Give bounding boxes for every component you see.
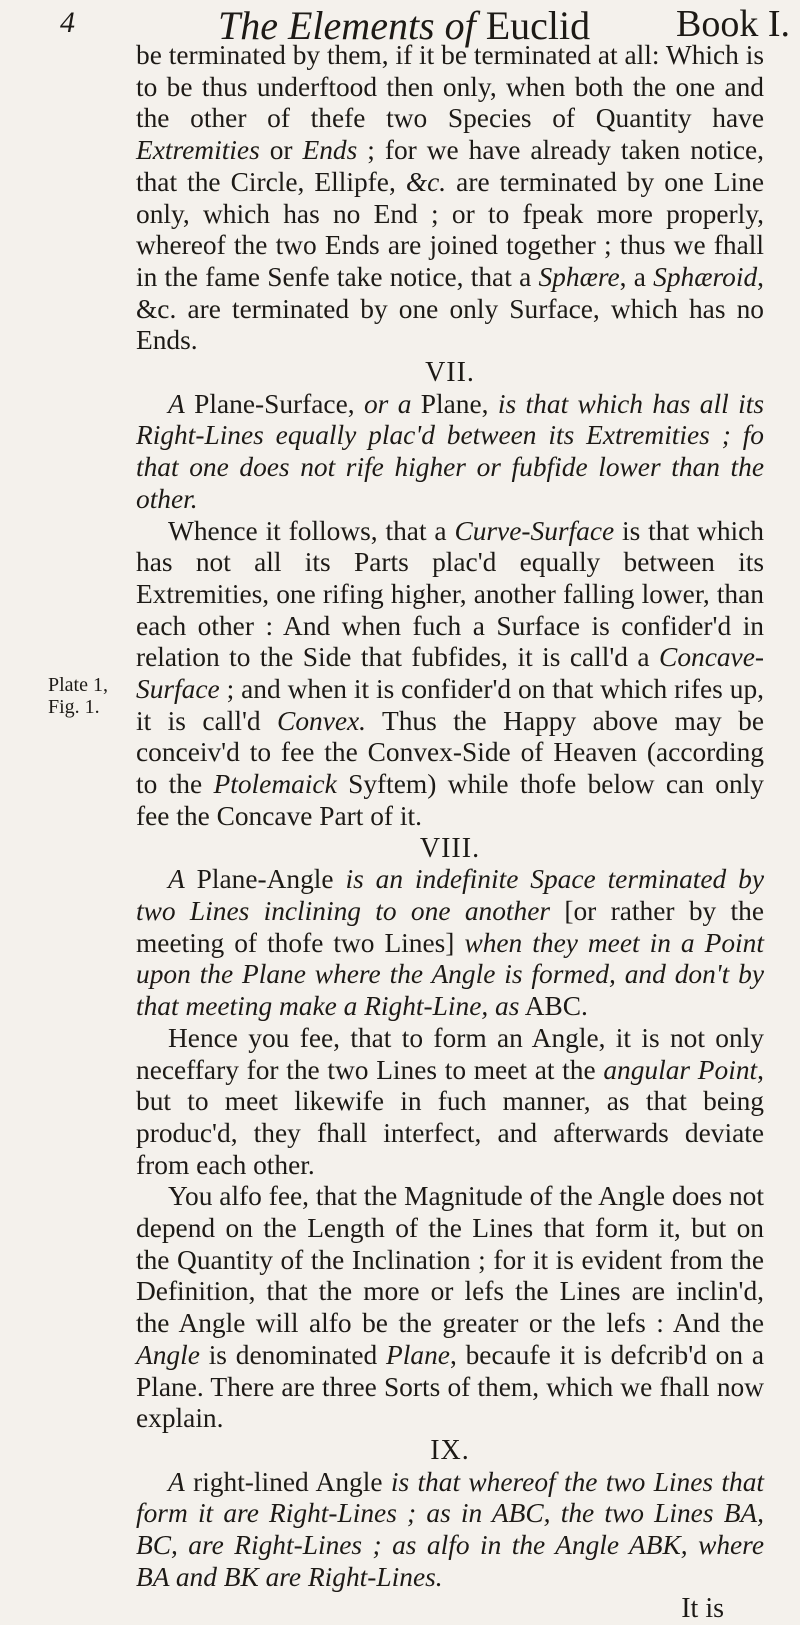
definition-vii: A Plane-Surface, or a Plane, is that which has all its Right-Lines equally plac'd between its Extremities ; fo that one does not rife higher or fubfide lower than the other.	[136, 388, 764, 514]
section-heading-vii: VII.	[425, 357, 475, 389]
catchword: It is	[681, 1593, 724, 1625]
paragraph-continuation: be terminated by them, if it be terminated at all: Which is to be thus underftood then only, when both the one and the other of thefe two Species of Quantity have Extremities or Ends ; for we have already taken notice, that the Circle, Ellipfe, &c. are terminated by one Line only, which has no End ; or to fpeak more properly, whereof the two Ends are joined together ; thus we fhall in the fame Senfe take notice, that a Sphære, a Sphæroid, &c. are terminated by one only Surface, which has no Ends.	[136, 40, 765, 356]
section-heading-viii: VIII.	[419, 832, 481, 864]
paragraph-curve-surface: Whence it follows, that a Curve-Surface is that which has not all its Parts plac'd equally between its Extremities, one rifing higher, another falling lower, than each other : And when fuch a Surface is confider'd in relation to the Side that fubfides, it is call'd a Concave-Surface ; and when it is confider'd on that which rifes up, it is call'd Convex. Thus the Happy above may be conceiv'd to fee the Convex-Side of Heaven (according to the Ptolemaick Syftem) while thofe below can only fee the Concave Part of it.	[136, 515, 764, 831]
running-title-italic: The Elements of	[218, 3, 476, 48]
page-number: 4	[60, 6, 75, 39]
margin-note-figure: Fig. 1.	[48, 696, 100, 718]
paragraph-angle-magnitude: You alfo fee, that the Magnitude of the Angle does not depend on the Length of the Lines that form it, but on the Quantity of the Inclination ; for it is evident from the Definition, that the more or lefs the Lines are inclin'd, the Angle will alfo be the greater or the lefs : And the Angle is denominated Plane, becaufe it is defcrib'd on a Plane. There are three Sorts of them, which we fhall now explain.	[136, 1181, 764, 1434]
margin-note-plate: Plate 1,	[48, 674, 108, 696]
definition-ix: A right-lined Angle is that whereof the two Lines that form it are Right-Lines ; as in ABC, the two Lines BA, BC, are Right-Lines ; as alfo in the Angle ABK, where BA and BK are Right-Lines.	[136, 1466, 765, 1592]
section-heading-ix: IX.	[430, 1434, 470, 1466]
book-label: Book I.	[676, 3, 790, 45]
running-title-euclid: Euclid	[485, 3, 591, 48]
definition-viii: A Plane-Angle is an indefinite Space terminated by two Lines inclining to one another [or rather by the meeting of thofe two Lines] when they meet in a Point upon the Plane where the Angle is formed, and don't by that meeting make a Right-Line, as ABC.	[136, 864, 765, 1022]
paragraph-angle-formation: Hence you fee, that to form an Angle, it is not only neceffary for the two Lines to meet at the angular Point, but to meet likewife in fuch manner, as that being produc'd, they fhall interfect, and afterwards deviate from each other.	[136, 1022, 764, 1180]
body-text	[136, 40, 764, 1625]
margin-note	[48, 674, 128, 718]
